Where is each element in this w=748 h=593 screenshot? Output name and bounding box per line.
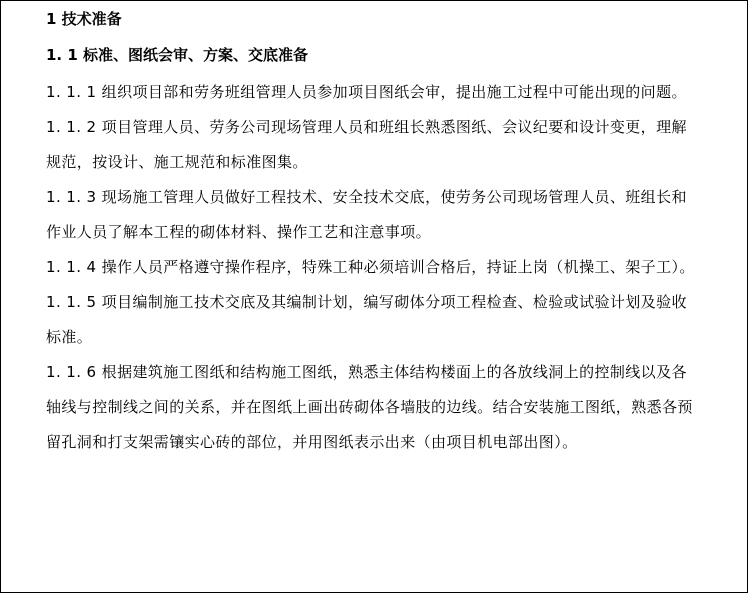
section-title: 1 技术准备 (46, 10, 122, 28)
document-body (46, 3, 696, 460)
paragraph-1-1-5: 1. 1. 5 项目编制施工技术交底及其编制计划，编写砌体分项工程检查、检验或试验计划及验收标准。 (46, 293, 687, 346)
paragraph-1-1-4: 1. 1. 4 操作人员严格遵守操作程序，特殊工种必须培训合格后，持证上岗（机操工、架子工）。 (46, 258, 695, 276)
paragraph-1-1-1: 1. 1. 1 组织项目部和劳务班组管理人员参加项目图纸会审，提出施工过程中可能出现的问题。 (46, 83, 687, 101)
paragraph-1-1-2: 1. 1. 2 项目管理人员、劳务公司现场管理人员和班组长熟悉图纸、会议纪要和设计变更，理解规范，按设计、施工规范和标准图集。 (46, 118, 687, 171)
paragraph-1-1-3: 1. 1. 3 现场施工管理人员做好工程技术、安全技术交底，使劳务公司现场管理人员、班组长和作业人员了解本工程的砌体材料、操作工艺和注意事项。 (46, 188, 687, 241)
subsection-title: 1. 1 标准、图纸会审、方案、交底准备 (46, 46, 309, 64)
paragraph-1-1-6: 1. 1. 6 根据建筑施工图纸和结构施工图纸，熟悉主体结构楼面上的各放线洞上的控制线以及各轴线与控制线之间的关系，并在图纸上画出砖砌体各墙肢的边线。结合安装施工图纸，熟悉各预留孔洞和打支架需镶实心砖的部位，并用图纸表示出来（由项目机电部出图）。 (46, 363, 693, 451)
